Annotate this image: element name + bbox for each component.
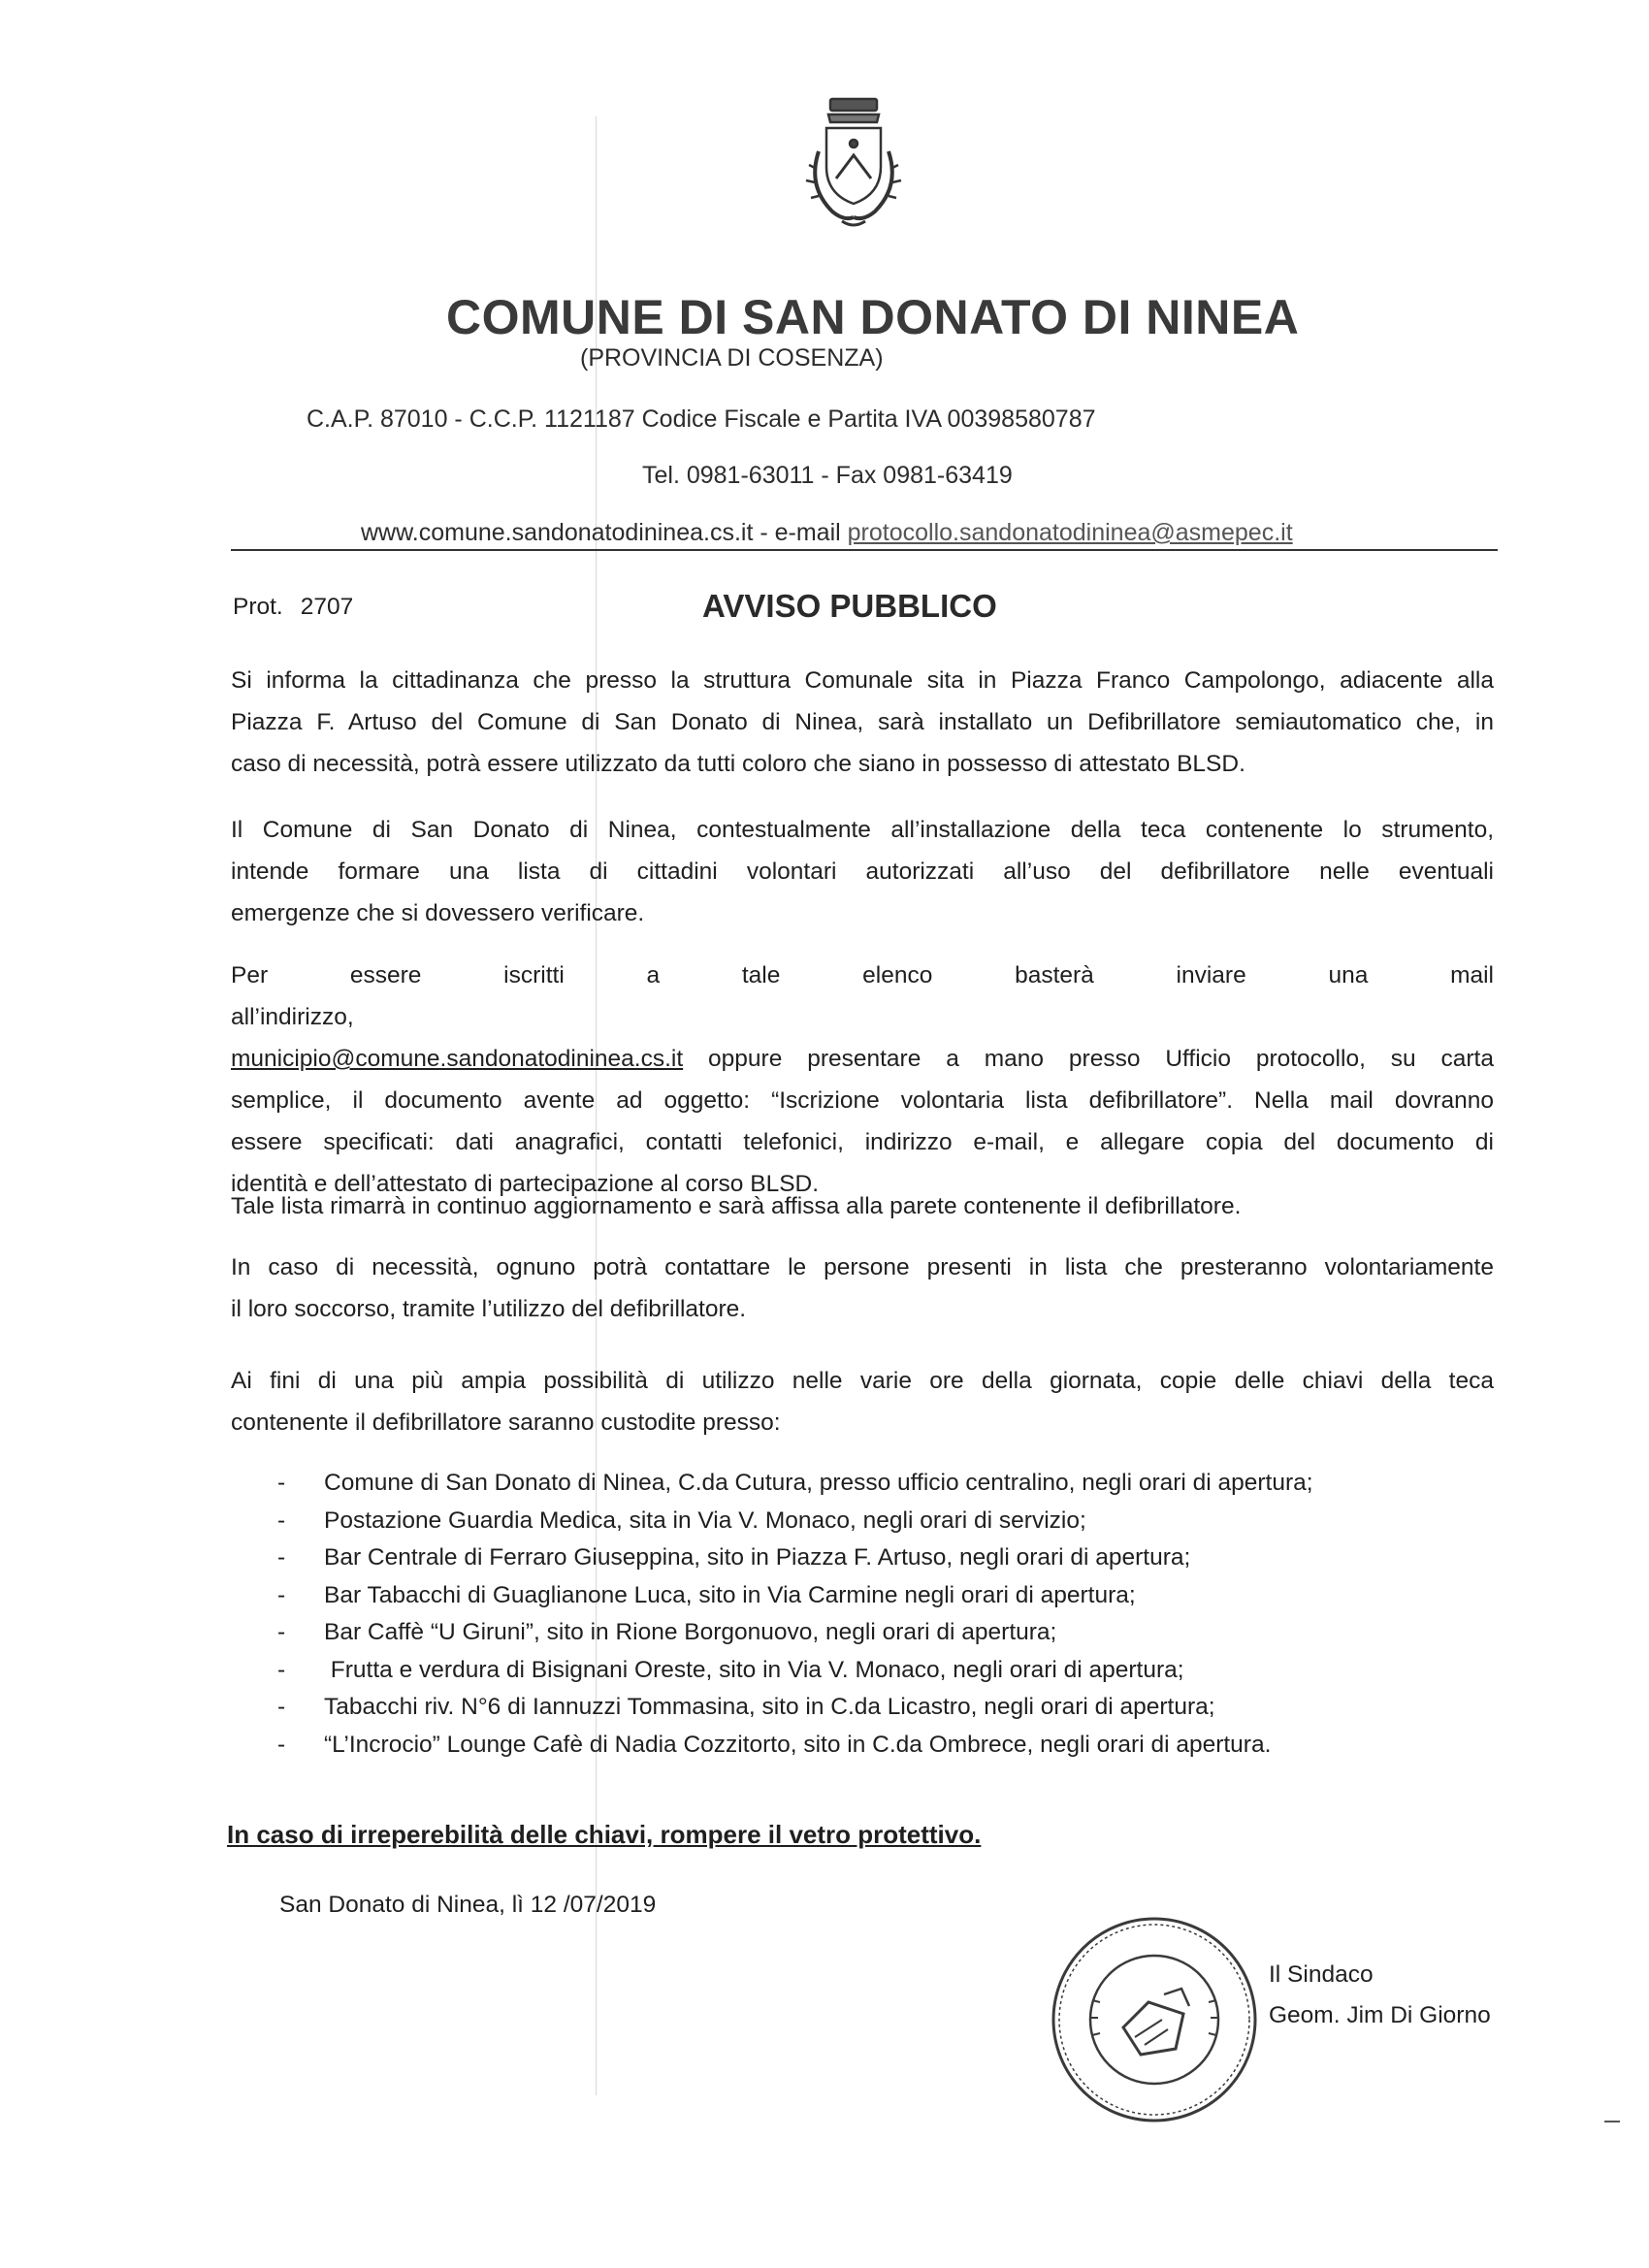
paragraph-line: In caso di necessità, ognuno potrà contattare le persone presenti in lista che presteranno volontariamente	[231, 1254, 1494, 1280]
paragraph-line: Piazza F. Artuso del Comune di San Donato di Ninea, sarà installato un Defibrillatore semiautomatico che, in	[231, 709, 1494, 735]
list-item-text: Bar Caffè “U Giruni”, sito in Rione Borgonuovo, negli orari di apertura;	[324, 1619, 1057, 1645]
paragraph-line: Tale lista rimarrà in continuo aggiornamento e sarà affissa alla parete contenente il defibrillatore.	[231, 1193, 1242, 1219]
website-link[interactable]: www.comune.sandonatodininea.cs.it -	[361, 519, 775, 546]
signature-role: Il Sindaco	[1269, 1961, 1374, 1988]
municipality-title: COMUNE DI SAN DONATO DI NINEA	[446, 290, 1300, 344]
email-label: e-mail	[774, 519, 848, 546]
paragraph-line: essere specificati: dati anagrafici, contatti telefonici, indirizzo e-mail, e allegare copia del documento di	[231, 1129, 1494, 1155]
list-dash: -	[277, 1656, 286, 1683]
list-item-text: “L’Incrocio” Lounge Cafè di Nadia Cozzitorto, sito in C.da Ombrece, negli orari di apertura.	[324, 1731, 1272, 1758]
list-dash: -	[277, 1694, 286, 1720]
paragraph-list-update	[231, 1185, 1494, 1227]
signature-name: Geom. Jim Di Giorno	[1269, 2002, 1491, 2028]
list-dash: -	[277, 1619, 286, 1645]
paragraph-line: caso di necessità, potrà essere utilizzato da tutti coloro che siano in possesso di attestato BLSD.	[231, 751, 1245, 777]
paragraph-line: Ai fini di una più ampia possibilità di utilizzo nelle varie ore della giornata, copie delle chiavi della teca	[231, 1368, 1494, 1394]
list-dash: -	[277, 1581, 286, 1608]
contact-line	[361, 519, 1293, 547]
municipal-crest-icon	[793, 93, 914, 239]
header-divider	[231, 549, 1498, 551]
list-dash: -	[277, 1470, 286, 1496]
list-item-text: Bar Centrale di Ferraro Giuseppina, sito in Piazza F. Artuso, negli orari di apertura;	[324, 1544, 1191, 1571]
cap-fiscal-line: C.A.P. 87010 - C.C.P. 1121187 Codice Fiscale e Partita IVA 00398580787	[307, 405, 1096, 433]
paragraph-line: il loro soccorso, tramite l’utilizzo del defibrillatore.	[231, 1296, 747, 1322]
protocol-number	[233, 594, 353, 621]
phone-fax-line: Tel. 0981-63011 - Fax 0981-63419	[642, 462, 1013, 489]
list-item	[231, 1577, 1511, 1615]
list-item	[231, 1614, 1511, 1652]
list-item	[231, 1503, 1511, 1540]
paragraph-keys	[231, 1360, 1494, 1443]
list-item	[231, 1465, 1511, 1503]
list-item-text: Postazione Guardia Medica, sita in Via V. Monaco, negli orari di servizio;	[324, 1507, 1086, 1534]
paragraph-volunteer-list	[231, 809, 1494, 934]
list-item	[231, 1652, 1511, 1690]
paragraph-line: emergenze che si dovessero verificare.	[231, 900, 645, 926]
paragraph-intro	[231, 660, 1494, 785]
paragraph-line-rest: oppure presentare a mano presso Ufficio protocollo, su carta	[683, 1046, 1494, 1072]
date-line: San Donato di Ninea, lì 12 /07/2019	[279, 1892, 657, 1918]
paragraph-line: semplice, il documento avente ad oggetto: “Iscrizione volontaria lista defibrillatore”. Nella mail dovranno	[231, 1087, 1494, 1114]
municipio-email-link[interactable]: municipio@comune.sandonatodininea.cs.it	[231, 1046, 684, 1072]
key-locations-list	[231, 1465, 1511, 1764]
protocol-label: Prot.	[233, 594, 283, 620]
notice-heading: AVVISO PUBBLICO	[702, 588, 997, 624]
list-item	[231, 1689, 1511, 1727]
paragraph-line: Si informa la cittadinanza che presso la struttura Comunale sita in Piazza Franco Campolongo, adiacente alla	[231, 667, 1494, 694]
pec-email-link[interactable]: protocollo.sandonatodininea@asmepec.it	[847, 519, 1293, 546]
paragraph-line: Il Comune di San Donato di Ninea, contestualmente all’installazione della teca contenente lo strumento,	[231, 817, 1494, 843]
list-item	[231, 1727, 1511, 1765]
list-item-text: Tabacchi riv. N°6 di Iannuzzi Tommasina, sito in C.da Licastro, negli orari di apertura;	[324, 1694, 1215, 1720]
paragraph-line: contenente il defibrillatore saranno custodite presso:	[231, 1409, 781, 1436]
paragraph-registration	[231, 955, 1494, 1205]
list-item	[231, 1539, 1511, 1577]
list-item-text: Frutta e verdura di Bisignani Oreste, sito in Via V. Monaco, negli orari di apertura;	[324, 1656, 1184, 1683]
list-dash: -	[277, 1731, 286, 1758]
official-stamp-icon	[1048, 1913, 1261, 2126]
protocol-value: 2707	[300, 594, 354, 620]
province-line: (PROVINCIA DI COSENZA)	[580, 344, 884, 372]
list-item-text: Comune di San Donato di Ninea, C.da Cutura, presso ufficio centralino, negli orari di apertura;	[324, 1470, 1313, 1496]
paragraph-line: intende formare una lista di cittadini volontari autorizzati all’uso del defibrillatore nelle eventuali	[231, 859, 1494, 885]
paragraph-emergency-contact	[231, 1247, 1494, 1330]
paragraph-line	[231, 1038, 1494, 1080]
paragraph-line: identità e dell’attestato di partecipazione al corso BLSD.	[231, 1171, 820, 1197]
scan-mark	[1604, 2121, 1620, 2122]
list-item-text: Bar Tabacchi di Guaglianone Luca, sito in Via Carmine negli orari di apertura;	[324, 1581, 1136, 1608]
list-dash: -	[277, 1544, 286, 1571]
paragraph-line: Per essere iscritti a tale elenco basterà inviare una mail all’indirizzo,	[231, 962, 1494, 1030]
list-dash: -	[277, 1507, 286, 1534]
warning-note: In caso di irreperebilità delle chiavi, rompere il vetro protettivo.	[227, 1820, 982, 1849]
